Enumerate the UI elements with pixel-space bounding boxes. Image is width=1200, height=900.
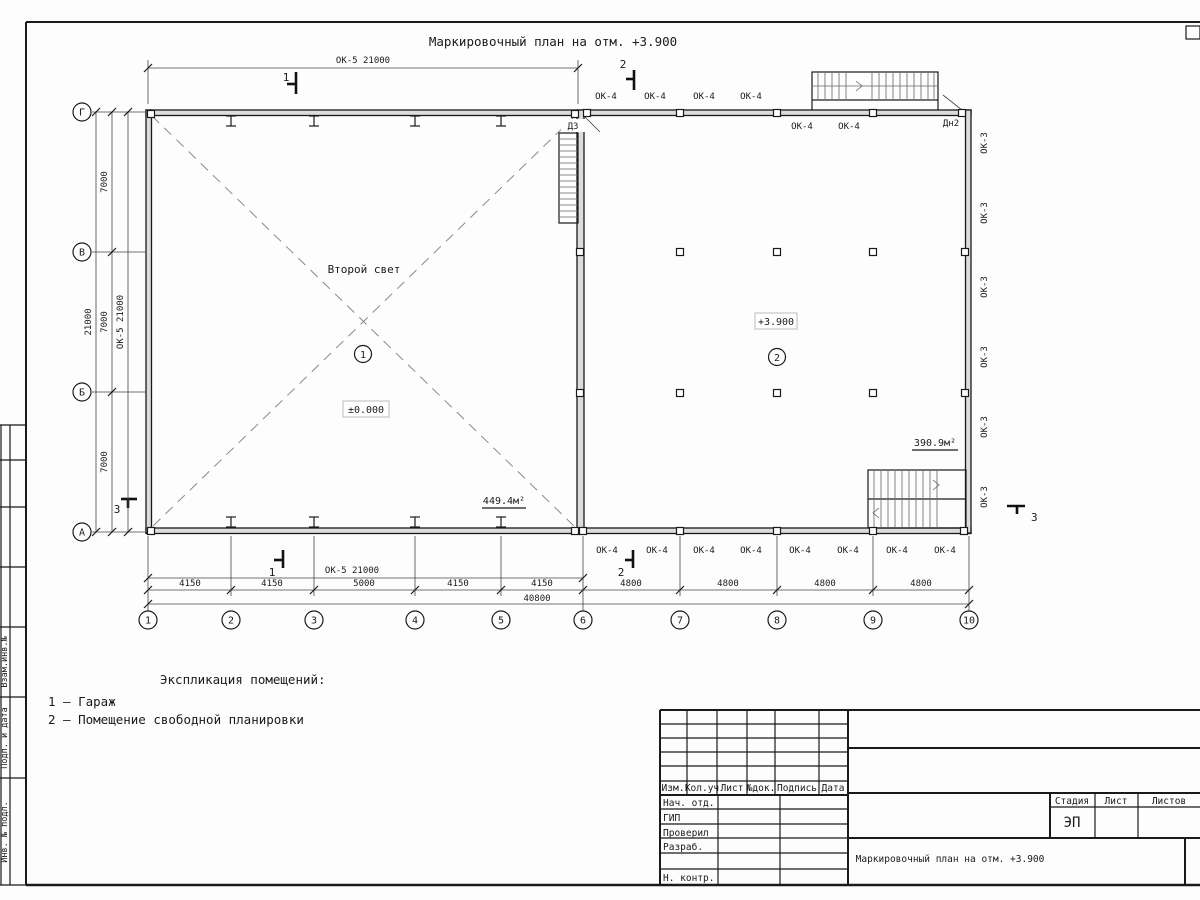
axis-row-a: А xyxy=(78,527,86,539)
ok4-label: ОК-4 xyxy=(934,546,956,556)
stamp-row-razrab: Разраб. xyxy=(663,842,704,853)
side-strip xyxy=(0,425,26,885)
dim-span: 4800 xyxy=(910,579,932,589)
dim-ok5-left: ОК-5 21000 xyxy=(116,294,126,350)
ok3-label: ОК-3 xyxy=(980,486,990,508)
stamp-stage-label: Стадия xyxy=(1054,796,1090,807)
axis-row-g: Г xyxy=(78,107,86,119)
dim-span: 5000 xyxy=(353,579,375,589)
ok4-label: ОК-4 xyxy=(838,122,860,132)
room2-number: 2 xyxy=(773,353,781,364)
ok4-label: ОК-4 xyxy=(596,546,618,556)
section-marks xyxy=(114,58,1038,579)
explication-heading: Экспликация помещений: xyxy=(160,672,326,687)
ok3-label: ОК-3 xyxy=(980,346,990,368)
room2-level: +3.900 xyxy=(757,317,795,328)
stamp-col-ndok: №док. xyxy=(746,783,776,794)
axis-col-9: 9 xyxy=(869,615,877,627)
dim-7000: 7000 xyxy=(100,311,110,333)
stamp-row-nkontr: Н. контр. xyxy=(663,873,715,884)
door-dn2 xyxy=(943,95,962,110)
axis-col-1: 1 xyxy=(144,615,152,627)
axis-col-8: 8 xyxy=(773,615,781,627)
dim-7000: 7000 xyxy=(100,171,110,193)
dim-7000: 7000 xyxy=(100,451,110,473)
axis-col-5: 5 xyxy=(497,615,505,627)
garage-void-cross xyxy=(152,116,575,527)
dn2-label: Дн2 xyxy=(942,119,960,129)
garage-ibeam-columns xyxy=(226,116,506,527)
ok4-label: ОК-4 xyxy=(644,92,666,102)
room2-area: 390.9м² xyxy=(913,438,957,449)
room1-area: 449.4м² xyxy=(482,496,526,507)
sheet-frame xyxy=(0,22,1200,885)
dim-ok5-top: ОК-5 21000 xyxy=(335,56,391,66)
dim-total: 40800 xyxy=(523,594,551,604)
top-dimension xyxy=(144,56,582,104)
exterior-stair-top xyxy=(812,72,938,110)
column-squares xyxy=(148,110,969,535)
ok3-label: ОК-3 xyxy=(980,416,990,438)
section1-label: 1 xyxy=(268,566,276,579)
ok4-label: ОК-4 xyxy=(837,546,859,556)
axis-col-3: 3 xyxy=(310,615,318,627)
dim-span: 4150 xyxy=(447,579,469,589)
stamp-col-podpis: Подпись xyxy=(776,783,818,794)
stamp-sheet-label: Лист xyxy=(1104,796,1128,807)
left-dimensions xyxy=(73,103,146,541)
ok4-label: ОК-4 xyxy=(740,92,762,102)
dim-span: 4800 xyxy=(620,579,642,589)
section1-label: 1 xyxy=(282,71,290,84)
axis-col-7: 7 xyxy=(676,615,684,627)
page-title: Маркировочный план на отм. +3.900 xyxy=(428,34,678,49)
strip-label-podp: Подп. и дата xyxy=(0,707,10,769)
ok4-label: ОК-4 xyxy=(595,92,617,102)
ok4-label: ОК-4 xyxy=(886,546,908,556)
axis-row-b: Б xyxy=(78,387,86,399)
ok3-label: ОК-3 xyxy=(980,132,990,154)
section2-label: 2 xyxy=(617,566,625,579)
stamp-col-list: Лист xyxy=(720,783,744,794)
room1-number: 1 xyxy=(359,350,367,361)
section3-label: 3 xyxy=(113,503,121,516)
ok4-label: ОК-4 xyxy=(693,92,715,102)
stamp-row-gip: ГИП xyxy=(663,813,681,824)
axis-col-2: 2 xyxy=(227,615,235,627)
explication-item-2: 2 – Помещение свободной планировки xyxy=(48,712,304,727)
dim-span: 4150 xyxy=(531,579,553,589)
ok3-label: ОК-3 xyxy=(980,276,990,298)
dim-ok5-bottom: ОК-5 21000 xyxy=(324,566,380,576)
ok4-label: ОК-4 xyxy=(789,546,811,556)
stamp-row-nach-otd: Нач. отд. xyxy=(663,798,715,809)
axis-col-6: 6 xyxy=(579,615,587,627)
ok4-label: ОК-4 xyxy=(646,546,668,556)
room-annotations xyxy=(328,263,958,508)
room1-level: ±0.000 xyxy=(347,405,385,416)
stamp-row-proveril: Проверил xyxy=(663,828,709,839)
dim-span: 4800 xyxy=(814,579,836,589)
interior-stair-bottom xyxy=(868,470,966,528)
dim-left-total: 21000 xyxy=(84,308,94,336)
stamp-stage-value: ЭП xyxy=(1063,815,1081,831)
ok4-label: ОК-4 xyxy=(693,546,715,556)
stamp-col-data: Дата xyxy=(821,783,845,794)
axis-row-v: В xyxy=(78,247,86,259)
dim-span: 4150 xyxy=(179,579,201,589)
title-block xyxy=(660,710,1200,885)
stamp-doc-title: Маркировочный план на отм. +3.900 xyxy=(855,854,1045,865)
section2-label: 2 xyxy=(619,58,627,71)
ok4-label: ОК-4 xyxy=(791,122,813,132)
strip-label-vzam: Взам.инв.№ xyxy=(0,636,10,688)
section3-label: 3 xyxy=(1031,511,1038,524)
axis-col-10: 10 xyxy=(962,615,976,627)
room1-name: Второй свет xyxy=(327,263,401,276)
stamp-sheets-label: Листов xyxy=(1151,796,1187,807)
ok4-label: ОК-4 xyxy=(740,546,762,556)
strip-label-inv: Инв. № подл. xyxy=(0,801,10,863)
explication xyxy=(48,672,326,727)
dim-span: 4800 xyxy=(717,579,739,589)
ok3-label: ОК-3 xyxy=(980,202,990,224)
door-label-d3: Д3 xyxy=(567,122,579,132)
stamp-col-izm: Изм. xyxy=(661,783,685,794)
dim-span: 4150 xyxy=(261,579,283,589)
axis-col-4: 4 xyxy=(411,615,419,627)
explication-item-1: 1 – Гараж xyxy=(48,694,116,709)
stamp-col-koluch: Кол.уч xyxy=(684,783,720,794)
